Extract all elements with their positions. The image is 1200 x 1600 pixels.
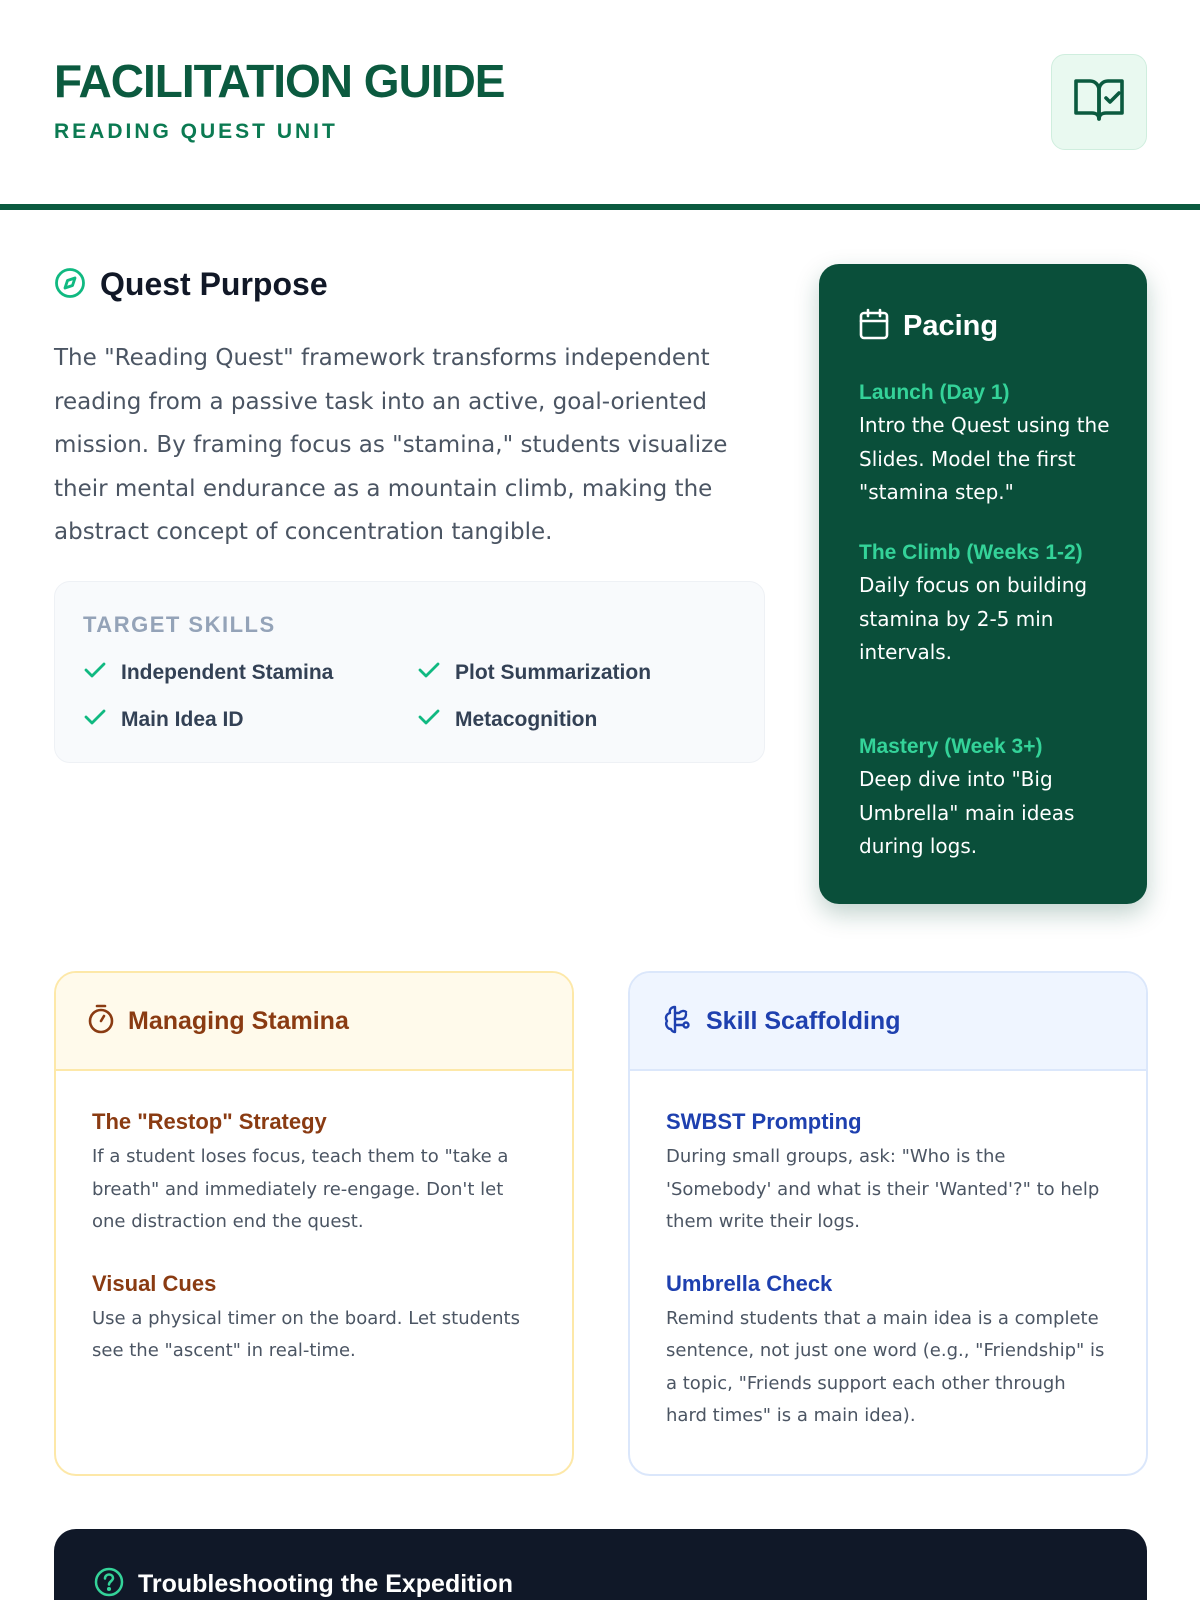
skill-label: Metacognition [455, 708, 598, 731]
help-circle-icon [94, 1567, 124, 1600]
compass-icon [54, 267, 86, 303]
skill-scaffolding-heading [630, 973, 1146, 1071]
pacing-phase [859, 730, 1111, 864]
strategy-title: The "Restop" Strategy [92, 1109, 327, 1134]
page-title: FACILITATION GUIDE [54, 55, 505, 107]
skill-label: Main Idea ID [121, 708, 244, 731]
strategy-text: Use a physical timer on the board. Let students see the "ascent" in real-time. [92, 1307, 520, 1361]
page-subtitle: READING QUEST UNIT [54, 120, 338, 143]
strategy-text: If a student loses focus, teach them to "take a breath" and immediately re-engage. Don't let one distraction end the quest. [92, 1146, 509, 1232]
phase-title: The Climb (Weeks 1-2) [859, 541, 1083, 564]
troubleshooting-section [54, 1529, 1147, 1600]
check-icon [83, 707, 107, 733]
quest-purpose-heading [54, 266, 328, 303]
pacing-title: Pacing [903, 309, 999, 342]
phase-text: Daily focus on building stamina by 2-5 min intervals. [859, 573, 1088, 664]
managing-stamina-heading [56, 973, 572, 1071]
troubleshooting-heading [94, 1567, 513, 1600]
skill-item [83, 660, 333, 686]
pacing-phase [859, 376, 1111, 510]
quest-purpose-text: The "Reading Quest" framework transforms independent reading from a passive task into an active, goal-oriented mission. By framing focus as "stamina," students visualize their mental endurance as a mountain climb, making the abstract concept of concentration tangible. [54, 345, 728, 545]
troubleshooting-title: Troubleshooting the Expedition [138, 1569, 513, 1598]
strategy-title: Umbrella Check [666, 1270, 833, 1296]
skill-label: Plot Summarization [455, 661, 652, 684]
header-badge [1051, 54, 1147, 150]
phase-text: Deep dive into "Big Umbrella" main ideas during logs. [859, 767, 1075, 858]
strategy-title: Visual Cues [92, 1270, 217, 1296]
skill-item [417, 707, 597, 733]
managing-stamina-card [54, 971, 574, 1476]
phase-title: Launch (Day 1) [859, 381, 1010, 404]
target-skills-label: TARGET SKILLS [83, 612, 276, 637]
check-icon [417, 707, 441, 733]
brain-icon [662, 1004, 692, 1038]
skill-scaffolding-title: Skill Scaffolding [706, 1006, 901, 1035]
target-skills-box [54, 581, 765, 763]
pacing-panel [819, 264, 1147, 904]
skill-scaffolding-card [628, 971, 1148, 1476]
skill-label: Independent Stamina [121, 661, 334, 684]
phase-title: Mastery (Week 3+) [859, 735, 1043, 758]
check-icon [83, 660, 107, 686]
page-header [0, 0, 1200, 210]
skill-item [83, 707, 244, 733]
pacing-phase [859, 536, 1111, 670]
skill-item [417, 660, 651, 686]
managing-stamina-title: Managing Stamina [128, 1006, 349, 1035]
book-open-check-icon [1073, 77, 1125, 127]
strategy-title: SWBST Prompting [666, 1109, 862, 1134]
strategy-text: Remind students that a main idea is a complete sentence, not just one word (e.g., "Friendship" is a topic, "Friends support each other through hard times" is a main idea). [666, 1307, 1105, 1426]
check-icon [417, 660, 441, 686]
timer-icon [88, 1004, 114, 1038]
phase-text: Intro the Quest using the Slides. Model the first "stamina step." [859, 413, 1110, 504]
quest-purpose-title: Quest Purpose [100, 266, 328, 302]
pacing-heading [859, 308, 998, 344]
strategy-text: During small groups, ask: "Who is the 'Somebody' and what is their 'Wanted'?" to help them write their logs. [666, 1146, 1100, 1232]
calendar-icon [859, 308, 889, 344]
